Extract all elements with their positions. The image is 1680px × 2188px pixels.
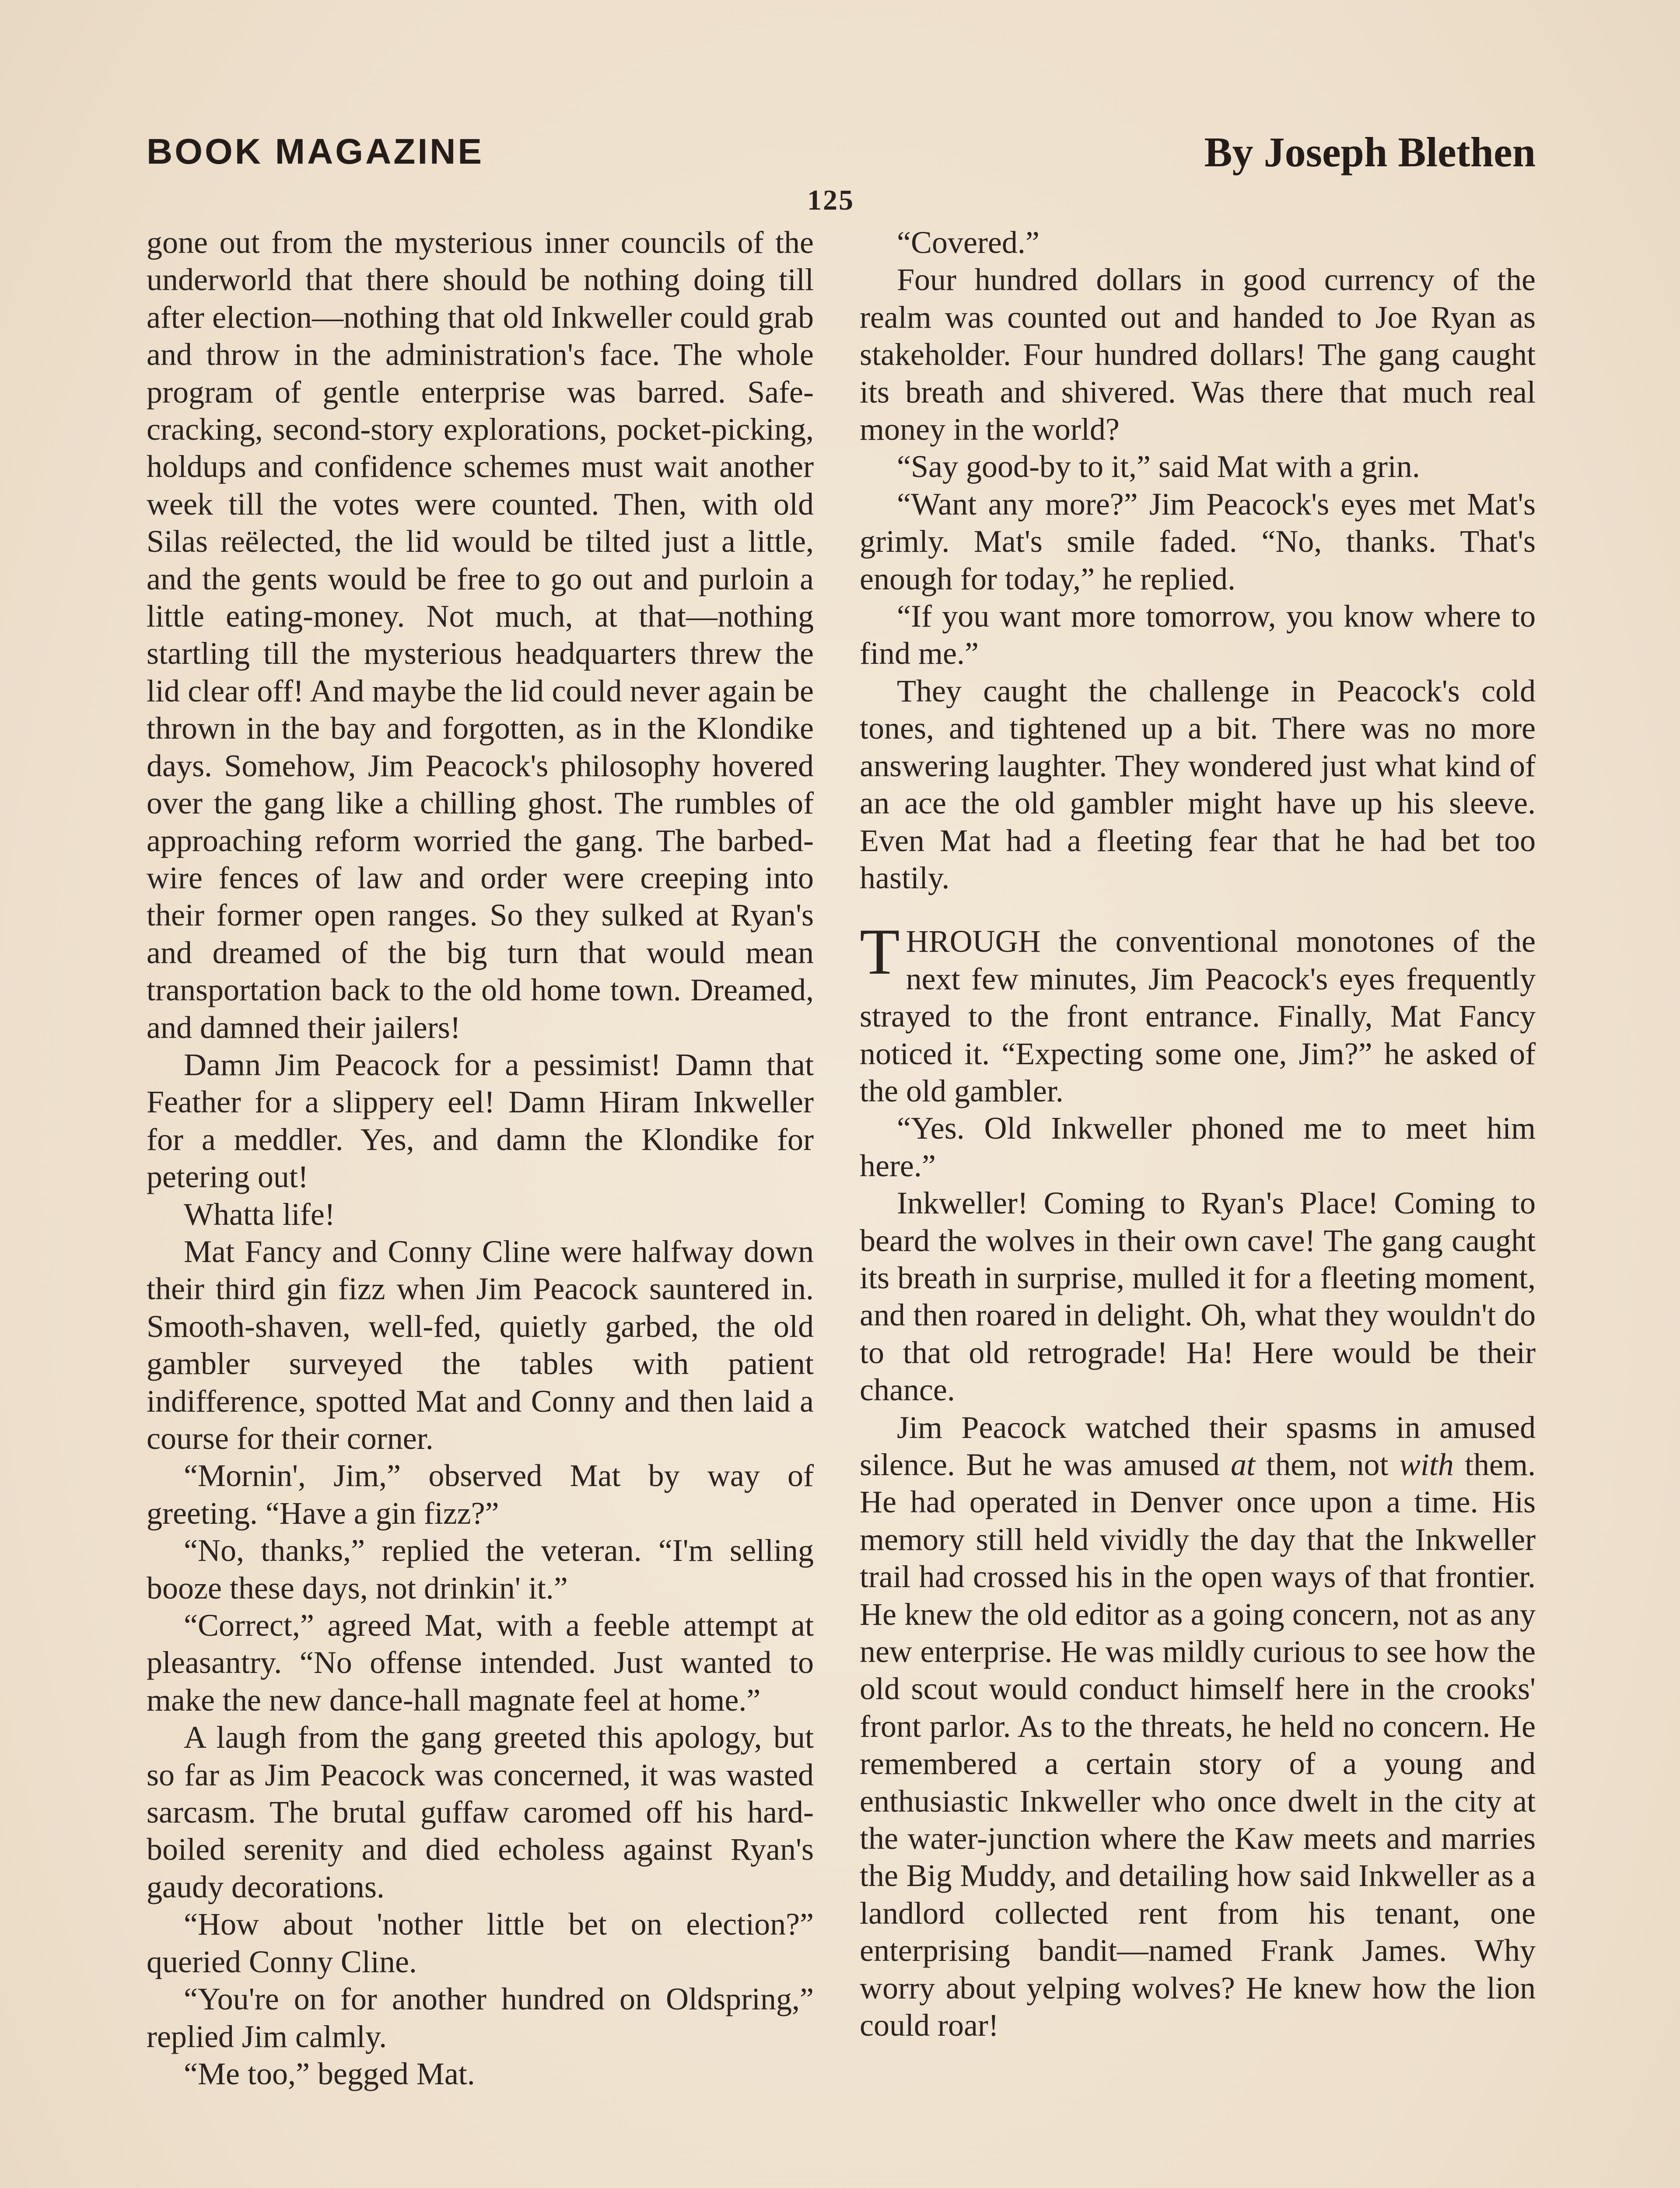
italic-word: at <box>1231 1447 1256 1482</box>
italic-word: with <box>1399 1447 1454 1482</box>
paragraph: They caught the challenge in Peacock's cold tones, and tightened up a bit. There was no more answering laughter. They wondered just what kind of an ace the old gambler might have up his sleeve. Even Mat had a fleeting fear that he had bet too hastily. <box>860 673 1536 895</box>
paragraph: A laugh from the gang greeted this apology, but so far as Jim Peacock was concerned, it was wasted sarcasm. The brutal guffaw caromed off his hard-boiled serenity and died echoless against Ryan's gaudy decorations. <box>147 1720 814 1904</box>
paragraph: “Want any more?” Jim Peacock's eyes met Mat's grimly. Mat's smile faded. “No, thanks. That's enough for today,” he replied. <box>860 486 1536 596</box>
paragraph: “No, thanks,” replied the veteran. “I'm selling booze these days, not drinkin' it.” <box>147 1533 814 1606</box>
byline-header: By Joseph Blethen <box>1204 129 1536 175</box>
paragraph-text: them. He had operated in Denver once upon a time. His memory still held vividly the day that the Inkweller trail had crossed his in the open ways of that frontier. He knew the old editor as a going concern, not as any new enterprise. He was mildly curious to see how the old scout would conduct himself here in the crooks' front parlor. As to the threats, he held no concern. He remembered a certain story of a young and enthusiastic Inkweller who once dwelt in the city at the water-junction where the Kaw meets and marries the Big Muddy, and detailing how said Inkweller as a landlord collected rent from his tenant, one enterprising bandit—named Frank James. Why worry about yelping wolves? He knew how the lion could roar! <box>860 1447 1536 2043</box>
magazine-name-header: BOOK MAGAZINE <box>147 132 484 172</box>
paragraph: “Me too,” begged Mat. <box>184 2056 475 2091</box>
paragraph: Whatta life! <box>184 1196 335 1232</box>
left-text-column <box>147 224 814 2093</box>
drop-cap: T <box>860 915 900 989</box>
paragraph: “Say good-by to it,” said Mat with a grin. <box>897 449 1420 484</box>
page-number: 125 <box>807 184 854 216</box>
paragraph-text: Jim Peacock watched their spasms in amused silence. But he was amused <box>860 1410 1536 1482</box>
paragraph: “You're on for another hundred on Oldspring,” replied Jim calmly. <box>147 1981 814 2054</box>
paragraph-text: them, not <box>1255 1447 1400 1482</box>
paragraph <box>860 1409 1536 2044</box>
paragraph: “Mornin', Jim,” observed Mat by way of greeting. “Have a gin fizz?” <box>147 1458 814 1531</box>
paragraph: “Covered.” <box>897 225 1040 260</box>
paragraph: “If you want more tomorrow, you know where to find me.” <box>860 599 1536 671</box>
paragraph: Four hundred dollars in good currency of the realm was counted out and handed to Joe Ryan as stakeholder. Four hundred dollars! The gang caught its breath and shivered. Was there that much real money in the world? <box>860 262 1536 447</box>
paragraph: “Correct,” agreed Mat, with a feeble attempt at pleasantry. “No offense intended. Just wanted to make the new dance-hall magnate feel at home.” <box>147 1608 814 1718</box>
paragraph: “How about 'nother little bet on election?” queried Conny Cline. <box>147 1907 814 1979</box>
right-text-column <box>860 224 1536 2044</box>
paragraph: “Yes. Old Inkweller phoned me to meet him here.” <box>860 1111 1536 1183</box>
paragraph: Damn Jim Peacock for a pessimist! Damn that Feather for a slippery eel! Damn Hiram Inkweller for a meddler. Yes, and damn the Klondike for petering out! <box>147 1047 814 1195</box>
paragraph: Inkweller! Coming to Ryan's Place! Coming to beard the wolves in their own cave! The gang caught its breath in surprise, mulled it for a fleeting moment, and then roared in delight. Oh, what they wouldn't do to that old retrograde! Ha! Here would be their chance. <box>860 1185 1536 1408</box>
paragraph: Mat Fancy and Conny Cline were halfway down their third gin fizz when Jim Peacock sauntered in. Smooth-shaven, well-fed, quietly garbed, the old gambler surveyed the tables with patient indifference, spotted Mat and Conny and then laid a course for their corner. <box>147 1234 814 1456</box>
paragraph-text: HROUGH the conventional monotones of the next few minutes, Jim Peacock's eyes frequently strayed to the front entrance. Finally, Mat Fancy noticed it. “Expecting some one, Jim?” he asked of the old gambler. <box>860 924 1536 1108</box>
paragraph: gone out from the mysterious inner councils of the underworld that there should be nothing doing till after election—nothing that old Inkweller could grab and throw in the administration's face. The whole program of gentle enterprise was barred. Safe-cracking, second-story explorations, pocket-picking, holdups and confidence schemes must wait another week till the votes were counted. Then, with old Silas reëlected, the lid would be tilted just a little, and the gents would be free to go out and purloin a little eating-money. Not much, at that—nothing startling till the mysterious headquarters threw the lid clear off! And maybe the lid could never again be thrown in the bay and forgotten, as in the Klondike days. Somehow, Jim Peacock's philosophy hovered over the gang like a chilling ghost. The rumbles of approaching reform worried the gang. The barbed-wire fences of law and order were creeping into their former open ranges. So they sulked at Ryan's and dreamed of the big turn that would mean transportation back to the old home town. Dreamed, and damned their jailers! <box>147 225 814 1045</box>
section-start-paragraph <box>860 915 1536 1110</box>
